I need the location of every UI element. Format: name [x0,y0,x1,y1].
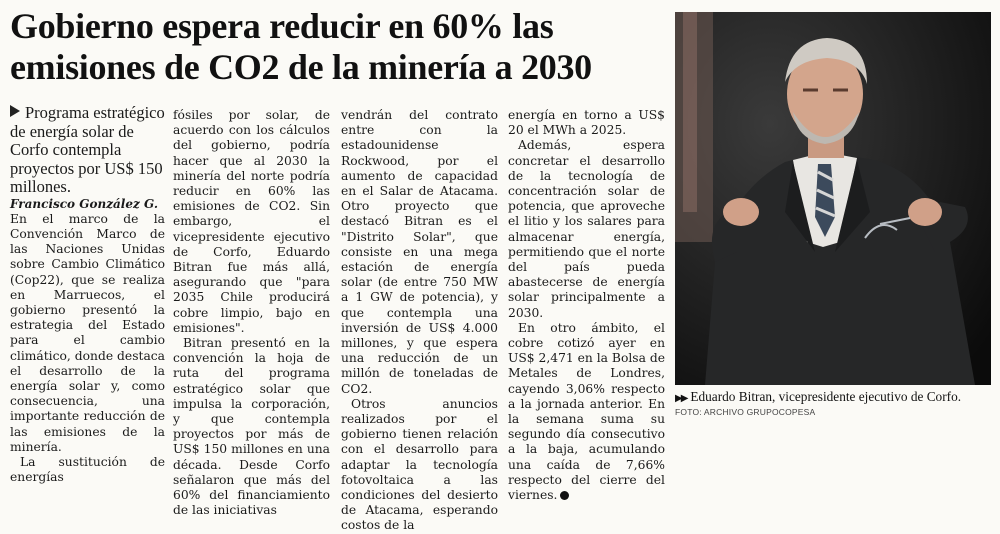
caption-arrows-icon: ▶▶ [675,393,687,404]
headline-line-1: Gobierno espera reducir en 60% las [10,6,554,46]
photo-credit: FOTO: ARCHIVO GRUPOCOPESA [675,407,816,417]
paragraph: En el marco de la Convención Marco de las Naciones Unidas sobre Cambio Climático (Cop22), que se realiza en Marruecos, el gobierno presentó la estrategia del Estado para el cambio climático, donde destaca el desarrollo de la energía solar y, como consecuencia, una importante reducción de las emisiones de la minería. [10,211,165,454]
lead-text: Programa estratégico de energía solar de Corfo contempla proyectos por US$ 150 millones. [10,103,165,196]
paragraph: Bitran presentó en la convención la hoja de ruta del programa estratégico solar que impulsa la corporación, y que contempla proyectos por más de US$ 150 millones en una década. Desde Corfo señalaron que más del 60% del financiamiento de las iniciativas [173,336,330,518]
speaker-illustration [675,12,991,385]
article-column-2 [173,108,330,518]
paragraph: vendrán del contrato entre con la estadounidense Rockwood, por el aumento de capacidad en el Salar de Atacama. Otro proyecto que destacó Bitran es el "Distrito Solar", que consiste en una mega estación de energía solar (de entre 750 MW a 1 GW de potencia), y que contempla una inversión de US$ 4.000 millones, y que espera una reducción de un millón de toneladas de CO2. [341,108,498,396]
paragraph: energía en torno a US$ 20 el MWh a 2025. [508,108,665,138]
triangle-bullet-icon [10,105,20,117]
paragraph: La sustitución de energías [10,454,165,485]
paragraph: fósiles por solar, de acuerdo con los cálculos del gobierno, podría hacer que al 2030 la minería del norte podría reducir en 60% las emisiones de CO2. Sin embargo, el vicepresidente ejecutivo de Corfo, Eduardo Bitran fue más allá, asegurando que "para 2035 Chile producirá cobre limpio, bajo en emisiones". [173,108,330,335]
speaker-photo [675,12,991,385]
paragraph: Otros anuncios realizados por el gobierno tienen relación con el desarrollo para adaptar la tecnología fotovoltaica a las condiciones del desierto de Atacama, esperando costos de la [341,396,498,533]
end-mark-icon [560,491,569,500]
byline: Francisco González G. [10,196,158,211]
lead-summary [10,104,165,197]
article-column-3 [341,108,498,534]
article-column-4 [508,108,665,503]
paragraph: Además, espera concretar el desarrollo de la tecnología de concentración solar de potencia, que aproveche el litio y los salares para almacenar energía, permitiendo que el norte del país pueda abastecerse de energía solar principalmente a 2030. [508,138,665,320]
article-column-1 [10,104,165,485]
paragraph-final-text: En otro ámbito, el cobre cotizó ayer en US$ 2,471 en la Bolsa de Metales de Londres, cayendo 3,06% respecto a la jornada anterior. En la semana suma su segundo día consecutivo a la baja, acumulando una caída de 7,66% respecto del cierre del viernes. [508,320,665,503]
headline-line-2: emisiones de CO2 de la minería a 2030 [10,47,592,87]
headline [10,6,670,88]
caption-text: Eduardo Bitran, vicepresidente ejecutivo de Corfo. [690,389,962,404]
paragraph-final [508,321,665,503]
photo-caption [675,389,993,407]
